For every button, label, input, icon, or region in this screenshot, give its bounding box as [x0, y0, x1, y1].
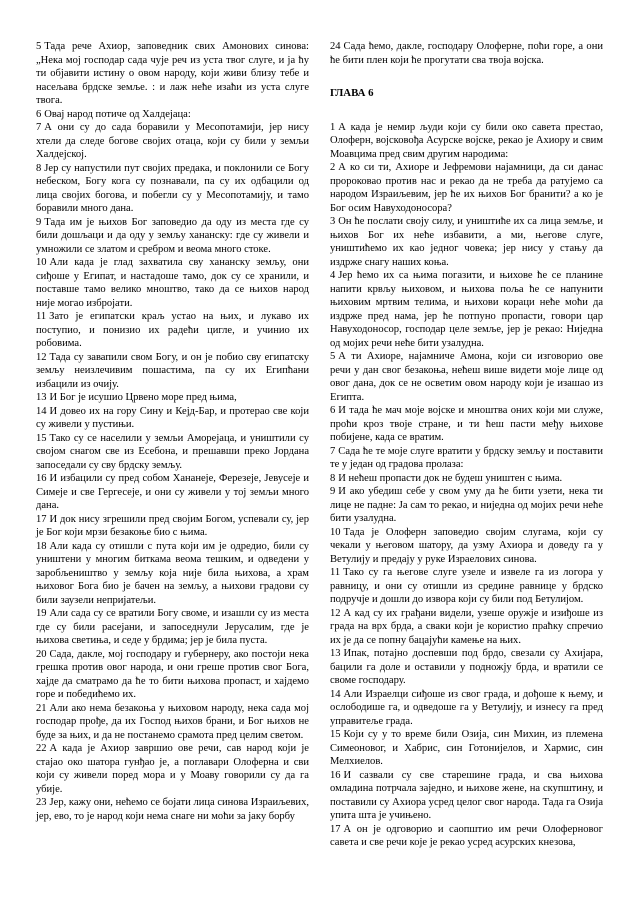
verse-text: И довео их на гору Сину и Кејд-Бар, и протерао све који су живели у пустињи.: [36, 405, 309, 430]
verse-paragraph: [330, 472, 603, 486]
verse-text: Који су у то време били Озија, син Михин, из племена Симеоновог, и Хабрис, син Готонијелов, и Хармис, син Мелхиелов.: [330, 729, 603, 767]
verse-text: Он ће послати своју силу, и уништиће их са лица земље, и њихов Бог их неће избавити, а ми, његове слуге, уништићемо их као једног човека; јер нису у стању да издрже снагу наших коња.: [330, 216, 603, 268]
verse-paragraph: [36, 216, 309, 257]
verse-paragraph: [36, 472, 309, 513]
verse-paragraph: [36, 405, 309, 432]
verse-text: Јер ћемо их са њима погазити, и њихове ће се планине напити крвљу њиховом, и њихова поља ће се напунити њиховим мртвим телима, и њихови кораци неће моћи да издрже пред нама, јер ће потпуно пропасти, говори цар Навуходоносор, господар целе земље, јер је рекао: Ниједна од мојих речи неће бити узалудна.: [330, 270, 603, 349]
verse-number: 9: [330, 486, 336, 497]
verse-number: 7: [330, 445, 336, 457]
verse-text: А он је одговорио и саопштио им речи Олоферновог савета и све речи које је рекао усред асурских кнезова,: [330, 823, 603, 848]
verse-number: 13: [330, 648, 341, 659]
verse-number: 19: [36, 608, 47, 619]
verse-paragraph: [36, 796, 309, 823]
verse-paragraph: [330, 769, 603, 823]
verse-paragraph: [330, 728, 603, 769]
verse-number: 17: [36, 513, 47, 525]
verse-number: 16: [36, 473, 47, 484]
verse-number: 16: [330, 769, 341, 781]
verse-text: Ипак, потајно доспевши под брдо, свезали су Ахијара, бацили га доле и оставили у подножју брда, и вратили се своме господару.: [330, 648, 603, 686]
verse-number: 14: [36, 405, 47, 417]
verse-paragraph: [36, 607, 309, 648]
verse-paragraph: [330, 445, 603, 472]
verse-text: Тако су се населили у земљи Аморејаца, и уништили су својом снагом све из Есебона, и прешавши преко Јордана запоседали су сву брдску земљу.: [36, 432, 309, 471]
verse-paragraph: [36, 540, 309, 608]
verse-number: 18: [36, 540, 47, 552]
verse-number: 2: [330, 162, 336, 173]
verse-text: Јер су напустили пут својих предака, и поклонили се Богу небеском, Богу кога су познавали, па су их одбацили од лица својих богова, и побегли су у Месопотамију, и тамо боравили много дана.: [36, 162, 309, 214]
verse-number: 21: [36, 702, 47, 714]
verse-number: 1: [330, 121, 336, 133]
verse-number: 12: [36, 351, 47, 363]
verse-text: Тако су га његове слуге узеле и извеле га из логора у равницу, и они су отишли из средине равнице у брдско подручје и дошли до извора који су били под Бетулијом.: [330, 567, 603, 605]
verse-text: Овај народ потиче од Халдејаца:: [44, 108, 191, 120]
verse-number: 4: [330, 270, 336, 281]
verse-text: Зато је египатски краљ устао на њих, и лукаво их поступио, и понизио их радећи циглe, и учинио их робовима.: [36, 311, 309, 349]
verse-paragraph: [36, 121, 309, 162]
verse-text: И док нису згрешили пред својим Богом, успевали су, јер је Бог који мрзи безакоње био с њима.: [36, 513, 309, 538]
verse-paragraph: [330, 161, 603, 215]
verse-paragraph: [36, 40, 309, 108]
verse-number: 9: [36, 216, 42, 228]
verse-paragraph: [36, 310, 309, 351]
verse-number: 3: [330, 216, 336, 227]
verse-text: Али када су отишли с пута који им је одредио, били су уништени у многим биткама веома тешким, и одведени у заробљеништво у земљу која није била њихова, а храм њиховог Бога био је бачен на земљу, а њихови градови су били заузели непријатељи.: [36, 540, 309, 606]
verse-number: 23: [36, 797, 47, 808]
verse-paragraph: [330, 485, 603, 526]
verse-text: Тада су завапили свом Богу, и он је побио сву египатску земљу неизлечивим пошастима, па су их Египћани избацили из очију.: [36, 351, 309, 390]
verse-paragraph: [330, 269, 603, 350]
chapter-heading: ГЛАВА 6: [330, 87, 374, 99]
verse-paragraph: [36, 391, 309, 405]
verse-paragraph: [330, 526, 603, 567]
verse-text: А кад су их грађани видели, узеше оружје и изиђоше из града на врх брда, а сваки који је користио праћку спречио их је да се попну бацајући камење на њих.: [330, 607, 603, 646]
verse-number: 5: [36, 41, 42, 52]
verse-number: 8: [36, 162, 42, 174]
verse-paragraph: [36, 108, 309, 122]
verse-number: 11: [330, 567, 341, 578]
verse-number: 22: [36, 743, 47, 754]
verse-paragraph: [330, 215, 603, 269]
verse-text: И тада ће мач моје војске и мноштва оних који ми служе, проћи кроз твоје стране, и ти ћеш пасти међу њихове побијене, када се вратим.: [330, 405, 603, 443]
verse-number: 14: [330, 688, 341, 700]
verse-paragraph: [330, 688, 603, 729]
verse-paragraph: [330, 566, 603, 607]
verse-paragraph: [330, 823, 603, 850]
verse-text: И Бог је исушио Црвено море пред њима,: [49, 392, 237, 403]
verse-paragraph: [36, 432, 309, 473]
verse-number: 12: [330, 607, 341, 619]
verse-text: А када је Ахиор завршио ове речи, сав народ који је стајао око шатора гунђао је, а поглавари Олоферна и сви који су живели поред мора и у Моаву говорили су да га убије.: [36, 743, 309, 795]
verse-text: Сада, дакле, мој господару и губернеру, ако постоји нека грешка против овог народа, и они греше против свог Бога, хајде да сматрамо да ће то бити њихова пропаст, и хајдемо горе и победићемо их.: [36, 648, 309, 700]
verse-number: 11: [36, 311, 47, 322]
verse-number: 24: [330, 41, 341, 52]
verse-number: 10: [36, 257, 47, 268]
verse-text: И избацили су пред собом Хананеје, Ферезеје, Јевусеје и Симеје и све Гергесеје, и они су живели у тој земљи много дана.: [36, 473, 309, 511]
verse-text: Али сада су се вратили Богу своме, и изашли су из места где су били расејани, и запоседнули Јерусалим, где је њихова светиња, и седе у брдима; јер је била пуста.: [36, 608, 309, 646]
left-column: [36, 40, 309, 823]
verses-before-heading: [330, 40, 603, 67]
verse-text: Али када је глад захватила сву хананску земљу, они сиђоше у Египат, и настадоше тамо, док су се хранили, и поставше тамо велико мноштво, тако да се њихов народ није могао избројати.: [36, 257, 309, 309]
verses-after-heading: [330, 121, 603, 850]
verse-text: А када је немир људи који су били око савета престао, Олоферн, војсковођа Асурске војске, рекао је Ахиору и свим Моавцима пред свим другим народима:: [330, 121, 603, 160]
verse-paragraph: [330, 404, 603, 445]
verse-text: Сада ће те моје слуге вратити у брдску земљу и поставити те у један од градова пролаза:: [330, 445, 603, 470]
verse-text: Али ако нема безакоња у њиховом народу, нека сада мој господар прође, да их Господ њихов брани, и Бог њихов не буде за њих, и да не постанемо срамота пред целим светом.: [36, 702, 309, 741]
verse-paragraph: [330, 40, 603, 67]
verse-number: 5: [330, 351, 336, 362]
verse-text: А они су до сада боравили у Месопотамији, јер нису хтели да следе богове својих отаца, који су били у земљи Халдејској.: [36, 122, 309, 160]
verse-paragraph: [36, 162, 309, 216]
verse-text: И нећеш пропасти док не будеш уништен с њима.: [338, 472, 563, 484]
verse-text: И ако убедиш себе у свом уму да ће бити узети, нека ти лице не падне: Ја сам то рекао, и ниједна од мојих речи неће бити узалудна.: [330, 486, 603, 524]
verse-paragraph: [36, 256, 309, 310]
verse-number: 13: [36, 392, 47, 403]
verse-paragraph: [36, 742, 309, 796]
verse-text: Али Израелци сиђоше из свог града, и дођоше к њему, и ослободише га, и одведоше га у Ветулију, и изнесу га пред управитеље града.: [330, 688, 603, 727]
verse-paragraph: [330, 350, 603, 404]
verse-number: 10: [330, 526, 341, 538]
verse-text: Тада је Олоферн заповедио својим слугама, који су чекали у његовом шатору, да узму Ахиора и доведу га у Ветулију и предају у руке Израелових синова.: [330, 526, 603, 565]
verse-paragraph: [330, 607, 603, 648]
verse-number: 17: [330, 823, 341, 835]
verse-paragraph: [36, 648, 309, 702]
verse-text: И сазвали су све старешине града, и сва њихова омладина потрчала заједно, и њихове жене, на скупштину, и поставили су Ахиора усред целог свог народа. Тада га Озија упита шта је учињено.: [330, 769, 603, 821]
verse-number: 6: [330, 405, 336, 416]
verse-number: 15: [36, 432, 47, 444]
verse-text: Сада ћемо, дакле, господару Олоферне, поћи горе, а они ће бити плен који ће прогутати сва твоја војска.: [330, 41, 603, 66]
verse-paragraph: [330, 121, 603, 162]
verse-number: 8: [330, 472, 336, 484]
right-column: [330, 40, 603, 850]
verse-paragraph: [36, 513, 309, 540]
verse-number: 15: [330, 729, 341, 740]
verse-paragraph: [330, 647, 603, 688]
verse-text: Тада им је њихов Бог заповедио да оду из места где су били дошљаци и да оду у земљу хананску: где су живели и умножили се златом и сребром и веома много стоке.: [36, 216, 309, 255]
verse-text: А ко си ти, Ахиоре и Јефремови најамници, да си данас пророковао против нас и рекао да не треба да ратујемо са народом Израиљевим, јер ће их њихов Бог бранити? а ко је Бог осим Навуходоносора?: [330, 162, 603, 214]
verse-number: 6: [36, 108, 42, 120]
verse-number: 20: [36, 648, 47, 660]
verse-text: Јер, кажу они, нећемо се бојати лица синова Израиљевих, јер, ево, то је народ који нема снаге ни моћи за јаку борбу: [36, 797, 309, 822]
verse-paragraph: [36, 351, 309, 392]
verse-text: А ти Ахиоре, најамниче Амона, који си изговорио ове речи у дан свог безакоња, нећеш више видети моје лице од овог дана, док се не осветим овом народу који је изашао из Египта.: [330, 351, 603, 403]
verse-number: 7: [36, 122, 42, 133]
verse-text: Тада рече Ахиор, заповедник свих Амонових синова: „Нека мој господар сада чује реч из уста твог слуге, и ја ћу ти објавити истину о овом народу, који живи близу тебе и насељава брдске земље. : и лаж неће изаћи из уста слуге твога.: [36, 41, 309, 106]
verse-paragraph: [36, 702, 309, 743]
